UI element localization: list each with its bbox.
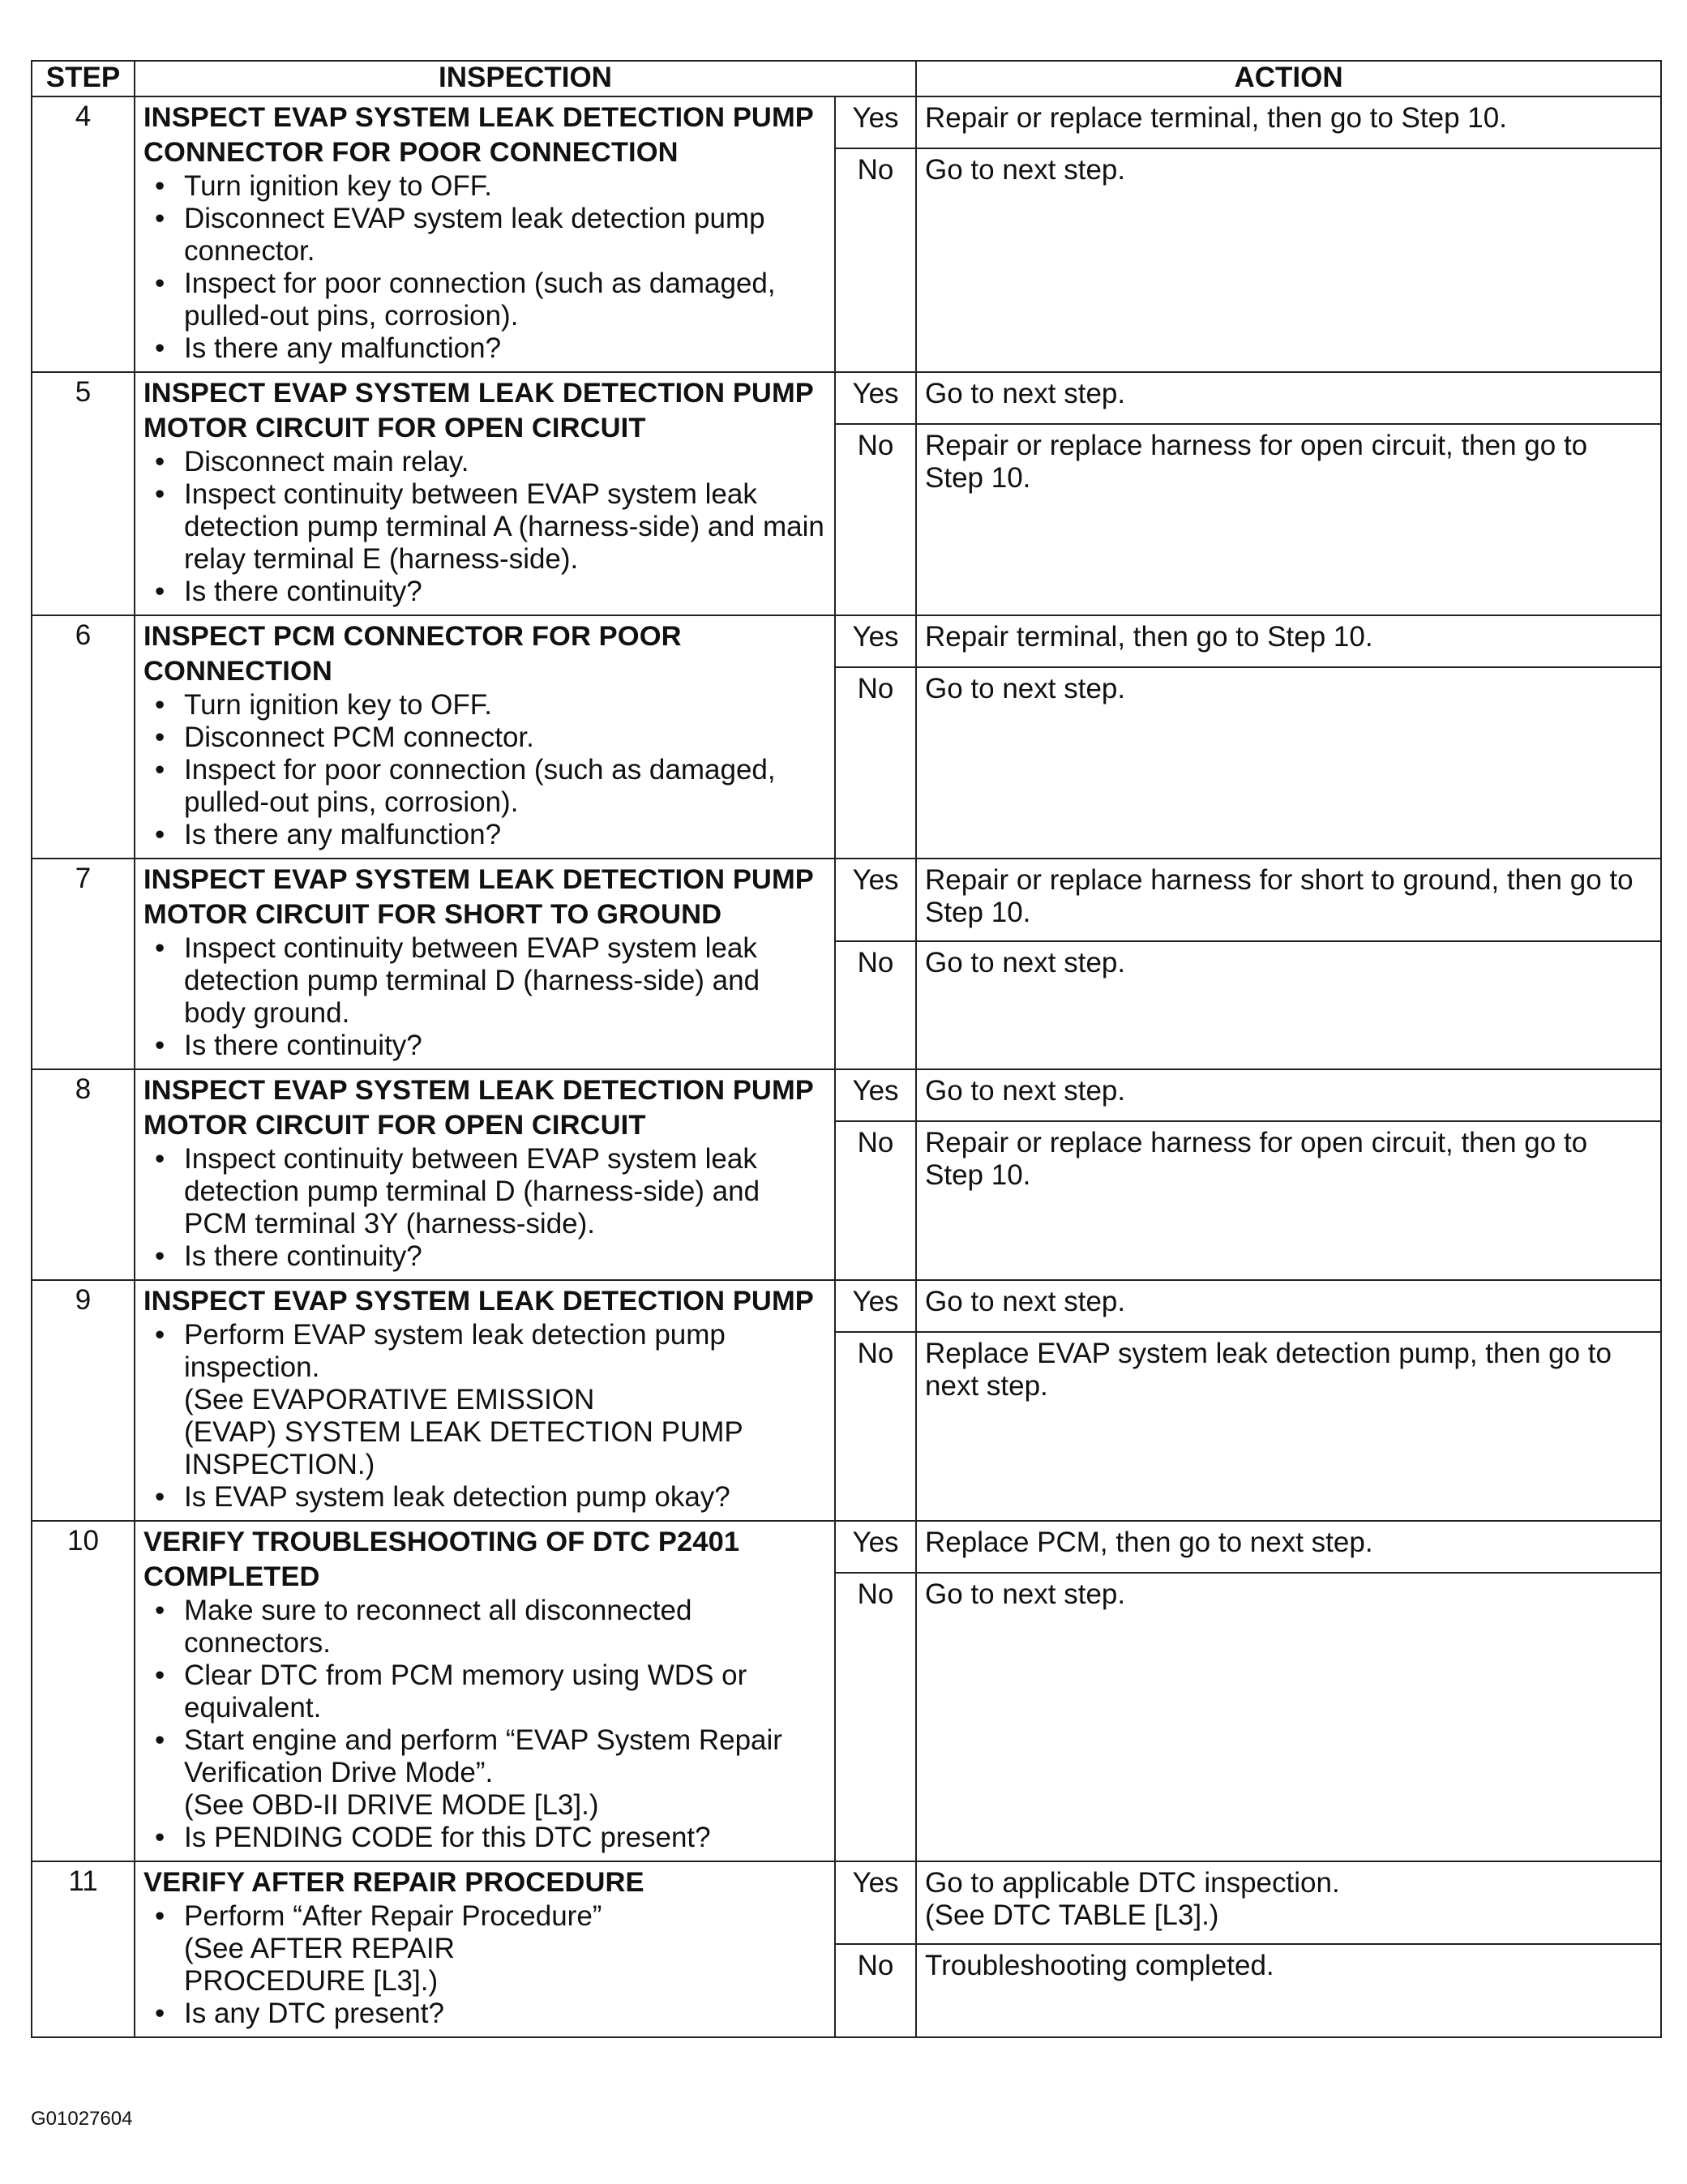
inspection-bullet-list <box>143 932 824 1062</box>
inspection-bullet: • Is there continuity? <box>143 1240 824 1273</box>
no-action: Go to next step. <box>916 667 1661 859</box>
table-header-row <box>32 61 1661 96</box>
inspection-cell <box>135 372 835 615</box>
inspection-bullet: • Inspect continuity between EVAP system leak detection pump terminal D (harness-side) and body ground. <box>143 932 824 1030</box>
yes-label: Yes <box>835 859 916 941</box>
table-row <box>32 372 1661 424</box>
no-action: Repair or replace harness for open circuit, then go to Step 10. <box>916 1121 1661 1280</box>
inspection-bullet: • Disconnect PCM connector. <box>143 722 824 754</box>
inspection-bullet: • Inspect for poor connection (such as damaged, pulled-out pins, corrosion). <box>143 754 824 819</box>
inspection-bullet: • Turn ignition key to OFF. <box>143 170 824 203</box>
diagnostic-procedure-sheet <box>31 60 1660 2038</box>
inspection-title: INSPECT EVAP SYSTEM LEAK DETECTION PUMP MOTOR CIRCUIT FOR OPEN CIRCUIT <box>143 1075 814 1141</box>
yes-action: Go to next step. <box>916 372 1661 424</box>
inspection-title: INSPECT EVAP SYSTEM LEAK DETECTION PUMP <box>143 1286 814 1317</box>
inspection-bullet-list <box>143 1595 824 1854</box>
inspection-bullet: • Perform “After Repair Procedure” (See AFTER REPAIR PROCEDURE [L3].) <box>143 1900 824 1998</box>
step-number: 11 <box>32 1861 135 2037</box>
inspection-bullet: • Is PENDING CODE for this DTC present? <box>143 1822 824 1854</box>
inspection-bullet: • Is there any malfunction? <box>143 332 824 365</box>
inspection-bullet: • Is there continuity? <box>143 576 824 608</box>
no-action: Go to next step. <box>916 941 1661 1069</box>
no-label: No <box>835 667 916 859</box>
inspection-bullet: • Make sure to reconnect all disconnected connectors. <box>143 1595 824 1659</box>
no-label: No <box>835 941 916 1069</box>
table-row <box>32 1521 1661 1573</box>
figure-code: G01027604 <box>31 2108 133 2130</box>
yes-label: Yes <box>835 1069 916 1121</box>
inspection-title: INSPECT PCM CONNECTOR FOR POOR CONNECTION <box>143 621 682 687</box>
header-inspection: INSPECTION <box>135 61 916 96</box>
inspection-bullet: • Is there any malfunction? <box>143 819 824 851</box>
inspection-bullet: • Start engine and perform “EVAP System Repair Verification Drive Mode”. (See OBD-II DRIVE MODE [L3].) <box>143 1724 824 1822</box>
inspection-cell <box>135 1280 835 1521</box>
no-action: Repair or replace harness for open circuit, then go to Step 10. <box>916 424 1661 615</box>
inspection-bullet-list <box>143 1143 824 1273</box>
table-row <box>32 1861 1661 1944</box>
inspection-cell <box>135 615 835 859</box>
no-action: Go to next step. <box>916 148 1661 372</box>
no-label: No <box>835 1573 916 1861</box>
no-label: No <box>835 1944 916 2037</box>
inspection-bullet: • Turn ignition key to OFF. <box>143 689 824 722</box>
step-number: 6 <box>32 615 135 859</box>
no-label: No <box>835 1121 916 1280</box>
inspection-bullet: • Disconnect main relay. <box>143 446 824 478</box>
inspection-bullet-list <box>143 446 824 608</box>
yes-label: Yes <box>835 96 916 148</box>
inspection-title: INSPECT EVAP SYSTEM LEAK DETECTION PUMP CONNECTOR FOR POOR CONNECTION <box>143 102 814 168</box>
inspection-bullet: • Inspect continuity between EVAP system leak detection pump terminal A (harness-side) and main relay terminal E (harness-side). <box>143 478 824 576</box>
inspection-bullet: • Perform EVAP system leak detection pump inspection. (See EVAPORATIVE EMISSION (EVAP) SYSTEM LEAK DETECTION PUMP INSPECTION.) <box>143 1319 824 1481</box>
inspection-bullet: • Is any DTC present? <box>143 1998 824 2030</box>
inspection-cell <box>135 1861 835 2037</box>
inspection-bullet-list <box>143 170 824 365</box>
inspection-bullet: • Is there continuity? <box>143 1030 824 1062</box>
yes-label: Yes <box>835 372 916 424</box>
table-body <box>32 96 1661 2037</box>
table-row <box>32 1069 1661 1121</box>
no-action: Replace EVAP system leak detection pump, then go to next step. <box>916 1332 1661 1521</box>
no-action: Go to next step. <box>916 1573 1661 1861</box>
yes-action: Repair or replace harness for short to ground, then go to Step 10. <box>916 859 1661 941</box>
table-row <box>32 1280 1661 1332</box>
inspection-bullet: • Inspect continuity between EVAP system leak detection pump terminal D (harness-side) and PCM terminal 3Y (harness-side). <box>143 1143 824 1240</box>
table-row <box>32 96 1661 148</box>
yes-label: Yes <box>835 1521 916 1573</box>
inspection-table <box>31 60 1662 2038</box>
inspection-bullet-list <box>143 1319 824 1514</box>
yes-action: Go to next step. <box>916 1069 1661 1121</box>
yes-action: Go to applicable DTC inspection. (See DTC TABLE [L3].) <box>916 1861 1661 1944</box>
inspection-bullet: • Inspect for poor connection (such as damaged, pulled-out pins, corrosion). <box>143 268 824 332</box>
yes-action: Go to next step. <box>916 1280 1661 1332</box>
inspection-cell <box>135 1069 835 1280</box>
inspection-title: VERIFY AFTER REPAIR PROCEDURE <box>143 1867 644 1898</box>
inspection-cell <box>135 96 835 372</box>
inspection-cell <box>135 859 835 1069</box>
inspection-bullet: • Is EVAP system leak detection pump okay? <box>143 1481 824 1514</box>
yes-action: Repair or replace terminal, then go to Step 10. <box>916 96 1661 148</box>
header-step: STEP <box>32 61 135 96</box>
step-number: 10 <box>32 1521 135 1861</box>
yes-action: Repair terminal, then go to Step 10. <box>916 615 1661 667</box>
step-number: 5 <box>32 372 135 615</box>
table-row <box>32 615 1661 667</box>
no-label: No <box>835 148 916 372</box>
header-action: ACTION <box>916 61 1661 96</box>
step-number: 4 <box>32 96 135 372</box>
inspection-cell <box>135 1521 835 1861</box>
yes-label: Yes <box>835 1861 916 1944</box>
yes-action: Replace PCM, then go to next step. <box>916 1521 1661 1573</box>
no-label: No <box>835 1332 916 1521</box>
step-number: 9 <box>32 1280 135 1521</box>
inspection-bullet: • Disconnect EVAP system leak detection pump connector. <box>143 203 824 268</box>
no-action: Troubleshooting completed. <box>916 1944 1661 2037</box>
table-row <box>32 859 1661 941</box>
inspection-bullet-list <box>143 1900 824 2030</box>
inspection-title: VERIFY TROUBLESHOOTING OF DTC P2401 COMPLETED <box>143 1527 740 1592</box>
step-number: 8 <box>32 1069 135 1280</box>
yes-label: Yes <box>835 615 916 667</box>
yes-label: Yes <box>835 1280 916 1332</box>
inspection-bullet: • Clear DTC from PCM memory using WDS or equivalent. <box>143 1659 824 1724</box>
inspection-title: INSPECT EVAP SYSTEM LEAK DETECTION PUMP MOTOR CIRCUIT FOR OPEN CIRCUIT <box>143 378 814 443</box>
no-label: No <box>835 424 916 615</box>
step-number: 7 <box>32 859 135 1069</box>
inspection-title: INSPECT EVAP SYSTEM LEAK DETECTION PUMP MOTOR CIRCUIT FOR SHORT TO GROUND <box>143 864 814 930</box>
inspection-bullet-list <box>143 689 824 851</box>
